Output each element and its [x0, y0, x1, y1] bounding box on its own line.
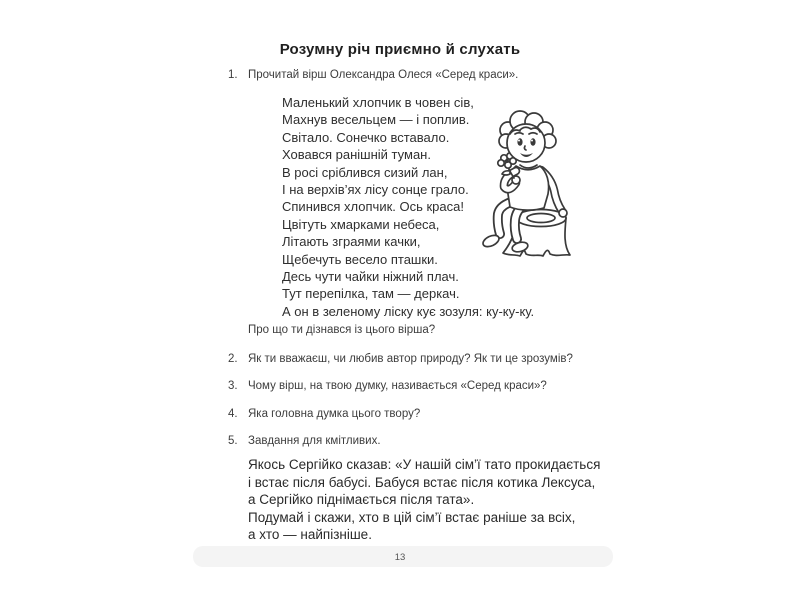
after-poem-question: Про що ти дізнався із цього вірша? — [248, 324, 436, 336]
poem-line: Десь чути чайки ніжний плач. — [282, 269, 459, 285]
page-number: 13 — [394, 552, 406, 563]
poem-line: Ховався ранішній туман. — [282, 147, 431, 163]
task-line: Якось Сергійко сказав: «У нашій сім’ї тато прокидається — [248, 457, 601, 472]
task-line: і встає після бабусі. Бабуся встає після котика Лексуса, — [248, 474, 596, 490]
task-text: Як ти вважаєш, чи любив автор природу? Як ти це зрозумів? — [248, 353, 573, 365]
task-text: Завдання для кмітливих. — [248, 435, 381, 447]
task-text: Яка головна думка цього твору? — [248, 408, 421, 420]
poem-line: І на верхів’ях лісу сонце грало. — [282, 182, 469, 198]
poem-line: Щебечуть весело пташки. — [282, 251, 438, 267]
poem-line: Маленький хлопчик в човен сів, — [282, 95, 474, 110]
task-number: 3. — [228, 380, 238, 392]
poem-line: Тут перепілка, там — деркач. — [282, 286, 460, 302]
poem-line: Літають зграями качки, — [282, 234, 421, 250]
task-item-1 — [228, 69, 518, 81]
poem-line: Цвітуть хмарками небеса, — [282, 216, 440, 232]
task-item-2 — [228, 353, 573, 365]
poem-line: Махнув весельцем — і поплив. — [282, 112, 470, 128]
task-item-3 — [228, 380, 547, 392]
smart-task-paragraph — [248, 456, 600, 544]
task-line: Подумай і скажи, хто в цій сім’ї встає раніше за всіх, — [248, 509, 576, 525]
task-number: 1. — [228, 69, 238, 81]
task-item-4 — [228, 408, 420, 420]
boy-on-stump-illustration — [470, 108, 596, 260]
task-text: Прочитай вірш Олександра Олеся «Серед краси». — [248, 69, 519, 81]
poem-line: Світало. Сонечко вставало. — [282, 129, 450, 145]
page-title: Розумну річ приємно й слухать — [279, 41, 521, 58]
poem-line: В росі сріблився сизий лан, — [282, 164, 448, 180]
task-number: 5. — [228, 435, 238, 447]
task-text: Чому вірш, на твою думку, називається «Серед краси»? — [248, 380, 547, 392]
task-number: 2. — [228, 353, 238, 365]
poem-line: А он в зеленому ліску кує зозуля: ку-ку-ку. — [282, 303, 535, 319]
task-item-5 — [228, 435, 381, 447]
task-number: 4. — [228, 408, 238, 420]
task-line: а Сергійко піднімається після тата». — [248, 492, 475, 507]
task-line: а хто — найпізніше. — [248, 527, 372, 542]
poem-line: Спинився хлопчик. Ось краса! — [282, 199, 464, 215]
